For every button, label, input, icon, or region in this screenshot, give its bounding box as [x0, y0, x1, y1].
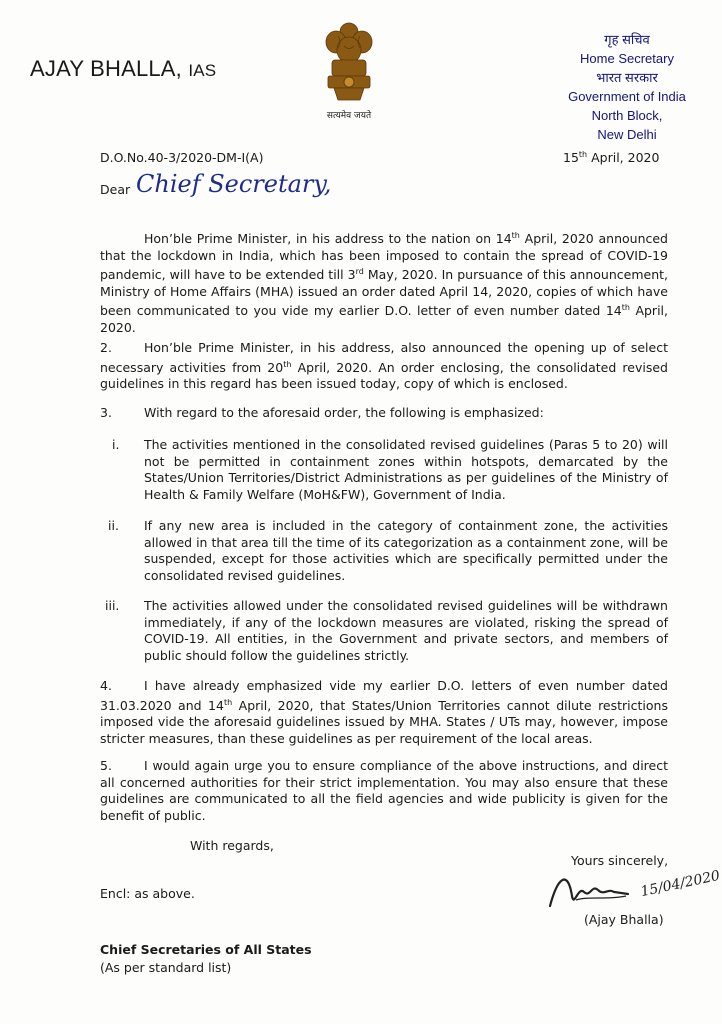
- enclosure-note: Encl: as above.: [100, 886, 195, 901]
- emblem-motto: सत्यमेव जयते: [326, 111, 372, 121]
- office-line: North Block,: [591, 108, 663, 123]
- handwritten-salutation: Chief Secretary,: [136, 170, 332, 198]
- signatory-name: (Ajay Bhalla): [584, 912, 664, 927]
- paragraph-4: 4. I have already emphasized vide my earlier D.O. letters of even number dated 31.03.2020 and 14th April, 2020, that States/Union Territories cannot dilute restrictions imposed vide the aforesaid guidelines issued by MHA. States / UTs may, however, impose stricter measures, than these guidelines as per requirement of the local areas.: [100, 678, 668, 746]
- lion-capital-icon: [314, 20, 384, 110]
- paragraph-5: 5. I would again urge you to ensure compliance of the above instructions, and direct all concerned authorities for their strict implementation. You may also ensure that these guidelines are communicated to all the field agencies and wide publicity is given for the benefit of public.: [100, 758, 668, 823]
- paragraph-1: Hon’ble Prime Minister, in his address to the nation on 14th April, 2020 announced that the lockdown in India, which has been imposed to contain the spread of COVID-19 pandemic, will have to be extended till 3rd May, 2020. In pursuance of this announcement, Ministry of Home Affairs (MHA) issued an order dated April 14, 2020, copies of which have been communicated to you vide my earlier D.O. letter of even number dated 14th April, 2020.: [100, 231, 669, 335]
- office-address: [552, 30, 702, 144]
- office-line: भारत सरकार: [596, 70, 658, 85]
- list-item: The activities allowed under the consolidated revised guidelines will be withdrawn immediately, if any of the lockdown measures are violated, risking the spread of COVID-19. All entities, in the Government and private sectors, and members of public should follow the guidelines strictly.: [144, 598, 668, 663]
- paragraph-3: With regard to the aforesaid order, the following is emphasized:: [144, 405, 544, 420]
- paragraph-2: 2. Hon’ble Prime Minister, in his address, also announced the opening up of select necessary activities from 20th April, 2020. An order enclosing, the consolidated revised guidelines in this regard has been issued today, copy of which is enclosed.: [100, 340, 668, 392]
- item-numeral: iii.: [105, 598, 120, 613]
- letter-date: 15th April, 2020: [563, 150, 660, 166]
- dear-label: Dear: [100, 182, 131, 197]
- office-line: New Delhi: [597, 127, 657, 142]
- item-numeral: ii.: [108, 518, 119, 533]
- recipient-note: (As per standard list): [100, 960, 232, 975]
- sender-name: AJAY BHALLA, IAS: [30, 56, 217, 81]
- office-line: Home Secretary: [580, 51, 674, 66]
- reference-number: D.O.No.40-3/2020-DM-I(A): [100, 150, 264, 165]
- recipient-title: Chief Secretaries of All States: [100, 942, 312, 957]
- closing-regards: With regards,: [190, 838, 274, 853]
- office-line: Government of India: [568, 89, 686, 104]
- office-line: गृह सचिव: [604, 32, 650, 47]
- paragraph-3-number: 3.: [100, 405, 112, 420]
- national-emblem: [314, 20, 384, 128]
- list-item: The activities mentioned in the consolidated revised guidelines (Paras 5 to 20) will not be permitted in containment zones within hotspots, demarcated by the States/Union Territories/District Administrations as per guidelines of the Ministry of Health & Family Welfare (MoH&FW), Government of India.: [144, 437, 668, 502]
- list-item: If any new area is included in the category of containment zone, the activities allowed in that area till the time of its categorization as a containment zone, will be suspended, except for those activities which are specifically permitted under the consolidated revised guidelines.: [144, 518, 668, 583]
- closing-yours: Yours sincerely,: [571, 853, 669, 868]
- signature-date: 15/04/2020: [639, 867, 722, 901]
- item-numeral: i.: [112, 437, 120, 452]
